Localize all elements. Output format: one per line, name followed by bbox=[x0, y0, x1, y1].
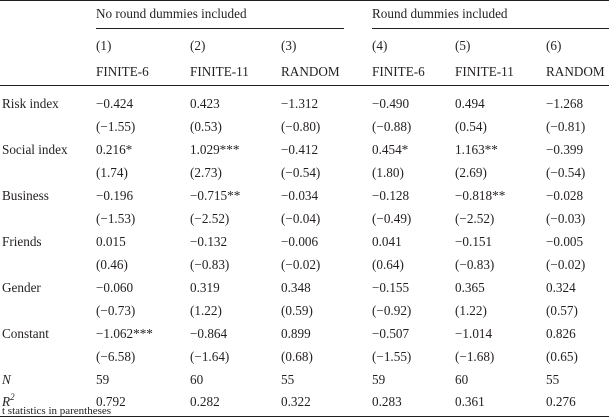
coefficient-value: −1.268 bbox=[546, 96, 584, 111]
t-statistic-value: (0.68) bbox=[281, 349, 313, 364]
coefficient-value: −0.128 bbox=[372, 188, 410, 203]
r-squared-value: 0.283 bbox=[372, 394, 402, 409]
coefficient-value: −0.028 bbox=[546, 188, 584, 203]
coefficient-value: 0.899 bbox=[281, 326, 311, 341]
coefficient-value: −1.062*** bbox=[96, 326, 153, 341]
t-statistic-value: (−0.92) bbox=[372, 303, 412, 318]
coefficient-value: −0.132 bbox=[190, 234, 228, 249]
r-squared-value: 0.282 bbox=[190, 394, 220, 409]
t-statistic-value: (−0.80) bbox=[281, 119, 321, 134]
t-statistic-value: (0.46) bbox=[96, 257, 128, 272]
t-statistic-value: (−0.54) bbox=[546, 165, 586, 180]
group-header-no-round-dummies: No round dummies included bbox=[96, 6, 247, 21]
column-number: (5) bbox=[455, 38, 471, 53]
r-squared-value: 0.792 bbox=[96, 394, 126, 409]
coefficient-value: 0.454* bbox=[372, 142, 409, 157]
coefficient-value: −0.151 bbox=[455, 234, 493, 249]
coefficient-value: −0.864 bbox=[190, 326, 228, 341]
coefficient-value: −1.312 bbox=[281, 96, 319, 111]
column-name: FINITE-11 bbox=[190, 64, 249, 79]
coefficient-value: −0.006 bbox=[281, 234, 319, 249]
r-squared-value: 0.322 bbox=[281, 394, 311, 409]
t-statistic-value: (0.53) bbox=[190, 119, 222, 134]
t-statistic-value: (−1.53) bbox=[96, 211, 136, 226]
t-statistic-value: (−0.04) bbox=[281, 211, 321, 226]
table-footnote: t statistics in parentheses bbox=[2, 405, 112, 417]
coefficient-value: −0.818** bbox=[455, 188, 506, 203]
coefficient-value: −0.196 bbox=[96, 188, 134, 203]
t-statistic-value: (1.80) bbox=[372, 165, 404, 180]
n-value: 60 bbox=[455, 372, 469, 387]
column-number: (1) bbox=[96, 38, 112, 53]
n-value: 59 bbox=[372, 372, 386, 387]
t-statistic-value: (0.65) bbox=[546, 349, 578, 364]
coefficient-value: −0.507 bbox=[372, 326, 410, 341]
r-squared-superscript: 2 bbox=[10, 391, 15, 402]
column-name: FINITE-6 bbox=[372, 64, 425, 79]
group-rule-round-dummies bbox=[372, 28, 609, 29]
t-statistic-value: (−0.49) bbox=[372, 211, 412, 226]
column-name: FINITE-11 bbox=[455, 64, 514, 79]
row-label-n: N bbox=[2, 372, 11, 387]
coefficient-value: −1.014 bbox=[455, 326, 493, 341]
t-statistic-value: (0.59) bbox=[281, 303, 313, 318]
coefficient-value: 0.041 bbox=[372, 234, 402, 249]
n-value: 59 bbox=[96, 372, 110, 387]
column-name: RANDOM bbox=[281, 64, 340, 79]
n-value: 55 bbox=[281, 372, 295, 387]
group-rule-no-round-dummies bbox=[96, 28, 344, 29]
coefficient-value: 0.348 bbox=[281, 280, 311, 295]
column-name: FINITE-6 bbox=[96, 64, 149, 79]
r-squared-value: 0.276 bbox=[546, 394, 576, 409]
t-statistic-value: (1.74) bbox=[96, 165, 128, 180]
column-number: (6) bbox=[546, 38, 562, 53]
coefficient-value: 1.029*** bbox=[190, 142, 240, 157]
row-label: Constant bbox=[2, 326, 49, 341]
table-top-rule bbox=[0, 0, 609, 1]
t-statistic-value: (−6.58) bbox=[96, 349, 136, 364]
t-statistic-value: (0.57) bbox=[546, 303, 578, 318]
coefficient-value: 0.494 bbox=[455, 96, 485, 111]
t-statistic-value: (−2.52) bbox=[190, 211, 230, 226]
t-statistic-value: (2.73) bbox=[190, 165, 222, 180]
t-statistic-value: (−1.55) bbox=[96, 119, 136, 134]
t-statistic-value: (−1.55) bbox=[372, 349, 412, 364]
coefficient-value: −0.424 bbox=[96, 96, 134, 111]
t-statistic-value: (−0.88) bbox=[372, 119, 412, 134]
coefficient-value: −0.155 bbox=[372, 280, 410, 295]
n-value: 55 bbox=[546, 372, 560, 387]
t-statistic-value: (−0.54) bbox=[281, 165, 321, 180]
header-bottom-rule bbox=[0, 85, 609, 86]
coefficient-value: 0.324 bbox=[546, 280, 576, 295]
coefficient-value: 0.216* bbox=[96, 142, 133, 157]
t-statistic-value: (−0.03) bbox=[546, 211, 586, 226]
column-number: (3) bbox=[281, 38, 297, 53]
t-statistic-value: (−0.83) bbox=[455, 257, 495, 272]
coefficient-value: −0.005 bbox=[546, 234, 584, 249]
coefficient-value: 0.365 bbox=[455, 280, 485, 295]
row-label: Risk index bbox=[2, 96, 59, 111]
r-label: R bbox=[2, 394, 11, 409]
r-squared-value: 0.361 bbox=[455, 394, 485, 409]
t-statistic-value: (−0.73) bbox=[96, 303, 136, 318]
t-statistic-value: (−1.64) bbox=[190, 349, 230, 364]
t-statistic-value: (1.22) bbox=[190, 303, 222, 318]
coefficient-value: 1.163** bbox=[455, 142, 498, 157]
column-number: (2) bbox=[190, 38, 206, 53]
coefficient-value: −0.034 bbox=[281, 188, 319, 203]
row-label: Gender bbox=[2, 280, 41, 295]
coefficient-value: 0.423 bbox=[190, 96, 220, 111]
row-label: Friends bbox=[2, 234, 42, 249]
coefficient-value: 0.319 bbox=[190, 280, 220, 295]
coefficient-value: −0.412 bbox=[281, 142, 319, 157]
t-statistic-value: (0.54) bbox=[455, 119, 487, 134]
t-statistic-value: (1.22) bbox=[455, 303, 487, 318]
t-statistic-value: (−0.81) bbox=[546, 119, 586, 134]
coefficient-value: −0.490 bbox=[372, 96, 410, 111]
column-number: (4) bbox=[372, 38, 388, 53]
coefficient-value: 0.015 bbox=[96, 234, 126, 249]
group-header-round-dummies: Round dummies included bbox=[372, 6, 508, 21]
n-value: 60 bbox=[190, 372, 204, 387]
t-statistic-value: (−0.02) bbox=[281, 257, 321, 272]
row-label: Business bbox=[2, 188, 49, 203]
t-statistic-value: (−0.02) bbox=[546, 257, 586, 272]
coefficient-value: −0.399 bbox=[546, 142, 584, 157]
coefficient-value: 0.826 bbox=[546, 326, 576, 341]
row-label: Social index bbox=[2, 142, 68, 157]
t-statistic-value: (2.69) bbox=[455, 165, 487, 180]
t-statistic-value: (−2.52) bbox=[455, 211, 495, 226]
t-statistic-value: (−1.68) bbox=[455, 349, 495, 364]
coefficient-value: −0.715** bbox=[190, 188, 241, 203]
t-statistic-value: (0.64) bbox=[372, 257, 404, 272]
t-statistic-value: (−0.83) bbox=[190, 257, 230, 272]
column-name: RANDOM bbox=[546, 64, 605, 79]
coefficient-value: −0.060 bbox=[96, 280, 134, 295]
